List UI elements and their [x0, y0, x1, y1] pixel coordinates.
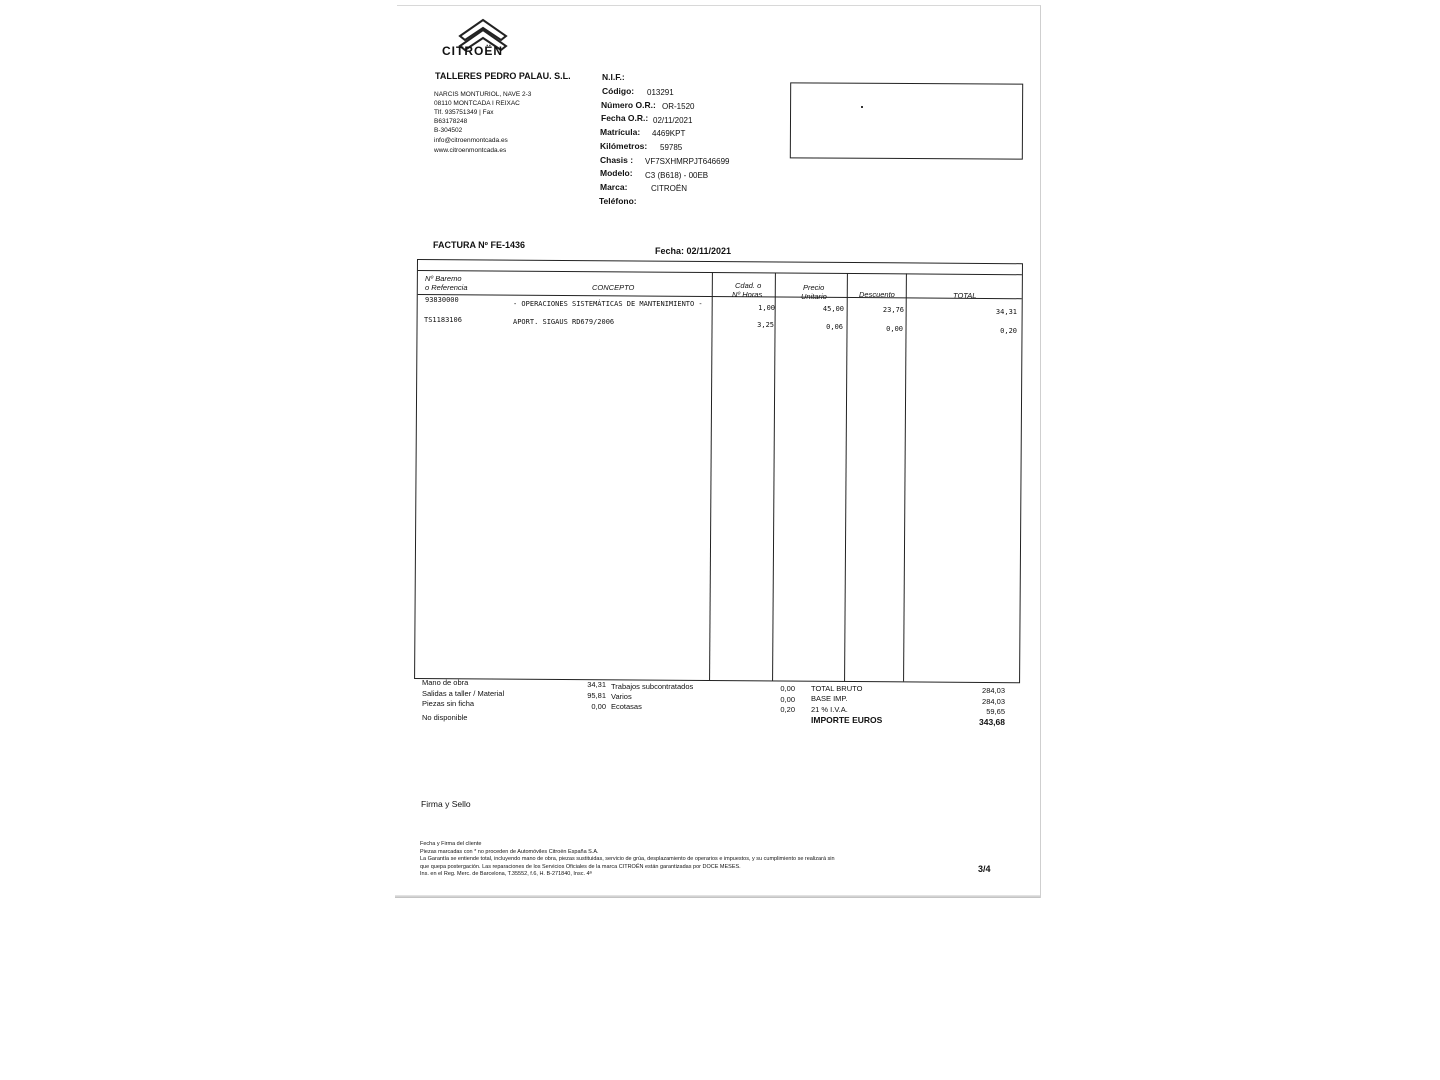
or-label: Número O.R.:	[601, 100, 656, 110]
row1-concepto: - OPERACIONES SISTEMÁTICAS DE MANTENIMIENTO -	[513, 300, 703, 308]
nif-label: N.I.F.:	[602, 72, 625, 82]
company-cif: B63178248	[434, 118, 468, 125]
matricula-label: Matrícula:	[600, 127, 641, 137]
salidas-value: 95,81	[587, 691, 606, 700]
km-label: Kilómetros:	[600, 141, 648, 151]
row1-cantidad: 1,00	[758, 304, 775, 312]
header-ref-line2: o Referencia	[425, 283, 468, 292]
column-divider-precio	[772, 272, 776, 680]
row2-cantidad: 3,25	[757, 321, 774, 329]
legal-line-1: Fecha y Firma del cliente	[420, 841, 482, 847]
row1-ref: 93830000	[425, 296, 459, 304]
legal-line-4: que quepa postergación. Las reparaciones de los Servicios Oficiales de la marca CITROËN están garantizadas por DOCE MESES.	[420, 864, 741, 870]
piezas-value: 0,00	[591, 702, 606, 711]
marca-value: CITROËN	[651, 184, 687, 193]
row1-precio: 45,00	[822, 305, 844, 313]
trabajos-label: Trabajos subcontratados	[611, 682, 694, 691]
address-box-mark	[861, 106, 863, 108]
legal-line-2: Piezas marcadas con * no proceden de Automóviles Citroën España S.A.	[420, 849, 599, 855]
mano-obra-value: 34,31	[587, 680, 606, 689]
base-imponible-value: 284,03	[982, 697, 1005, 706]
company-website: www.citroenmontcada.es	[434, 147, 507, 154]
header-ref-line1: Nº Baremo	[425, 274, 462, 283]
legal-line-3: La Garantía se entiende total, incluyendo mano de obra, piezas sustituidas, servicio de grúa, desplazamiento de operarios e impuestos, y su cumplimiento se realizará sin	[420, 856, 835, 862]
trabajos-value: 0,00	[780, 684, 795, 693]
varios-value: 0,00	[780, 695, 795, 704]
header-concepto: CONCEPTO	[592, 283, 635, 292]
chasis-value: VF7SXHMRPJT646699	[645, 157, 730, 166]
company-registry: B-304502	[434, 127, 463, 134]
importe-value: 343,68	[979, 717, 1005, 727]
column-divider-descuento	[844, 273, 848, 681]
brand-logo-text: CITROËN	[442, 44, 503, 58]
column-divider-total	[903, 273, 907, 681]
fecha-or-value: 02/11/2021	[653, 116, 693, 125]
items-table	[414, 259, 1023, 683]
row2-total: 0,20	[1000, 327, 1017, 335]
page-number: 3/4	[978, 864, 991, 874]
invoice-title: FACTURA Nº FE-1436	[433, 240, 525, 250]
ecotasas-value: 0,20	[780, 705, 795, 714]
or-value: OR-1520	[662, 102, 695, 111]
header-cantidad-line1: Cdad. o	[735, 281, 762, 290]
modelo-value: C3 (B618) - 00EB	[645, 171, 709, 180]
header-descuento: Descuento	[859, 290, 895, 299]
table-top-divider	[418, 270, 1022, 275]
header-precio-line2: Unitario	[801, 292, 827, 301]
chasis-label: Chasis :	[600, 155, 634, 165]
no-disponible-label: No disponible	[422, 713, 468, 722]
header-total: TOTAL	[953, 291, 977, 300]
row1-total: 34,31	[995, 308, 1017, 316]
legal-line-5: Ins. en el Reg. Merc. de Barcelona, T.35552, f.6, H. B-271840, Insc. 4ª	[420, 871, 592, 877]
row2-concepto: APORT. SIGAUS RD679/2006	[513, 318, 615, 326]
km-value: 59785	[660, 143, 683, 152]
firma-label: Firma y Sello	[421, 799, 471, 809]
importe-label: IMPORTE EUROS	[811, 715, 883, 725]
company-phone: Tlf. 935751349 | Fax	[434, 109, 494, 116]
company-address-street: NARCIS MONTURIOL, NAVE 2-3	[434, 91, 532, 98]
row2-descuento: 0,00	[886, 325, 903, 333]
codigo-label: Código:	[602, 86, 635, 96]
marca-label: Marca:	[600, 182, 628, 192]
base-imponible-label: BASE IMP.	[811, 694, 848, 703]
fecha-or-label: Fecha O.R.:	[601, 113, 649, 123]
telefono-label: Teléfono:	[599, 196, 637, 206]
varios-label: Varios	[611, 692, 632, 701]
piezas-label: Piezas sin ficha	[422, 699, 475, 708]
iva-label: 21 % I.V.A.	[811, 705, 848, 714]
iva-value: 59,65	[986, 707, 1005, 716]
modelo-label: Modelo:	[600, 168, 633, 178]
column-divider-cantidad	[709, 272, 713, 680]
salidas-label: Salidas a taller / Material	[422, 689, 505, 698]
matricula-value: 4469KPT	[652, 129, 686, 138]
customer-address-box	[790, 82, 1023, 159]
invoice-date: Fecha: 02/11/2021	[655, 246, 732, 256]
mano-obra-label: Mano de obra	[422, 678, 469, 687]
company-address-city: 08110 MONTCADA I REIXAC	[434, 100, 520, 107]
company-name: TALLERES PEDRO PALAU. S.L.	[435, 71, 571, 81]
row1-descuento: 23,76	[882, 306, 904, 314]
total-bruto-value: 284,03	[982, 686, 1005, 695]
header-precio-line1: Precio	[803, 283, 825, 292]
company-email: info@citroenmontcada.es	[434, 137, 508, 144]
row2-ref: TS1183106	[424, 316, 462, 324]
ecotasas-label: Ecotasas	[611, 702, 642, 711]
row2-precio: 0,06	[826, 323, 843, 331]
total-bruto-label: TOTAL BRUTO	[811, 684, 863, 693]
codigo-value: 013291	[647, 88, 674, 97]
header-cantidad-line2: Nº Horas	[732, 290, 763, 299]
